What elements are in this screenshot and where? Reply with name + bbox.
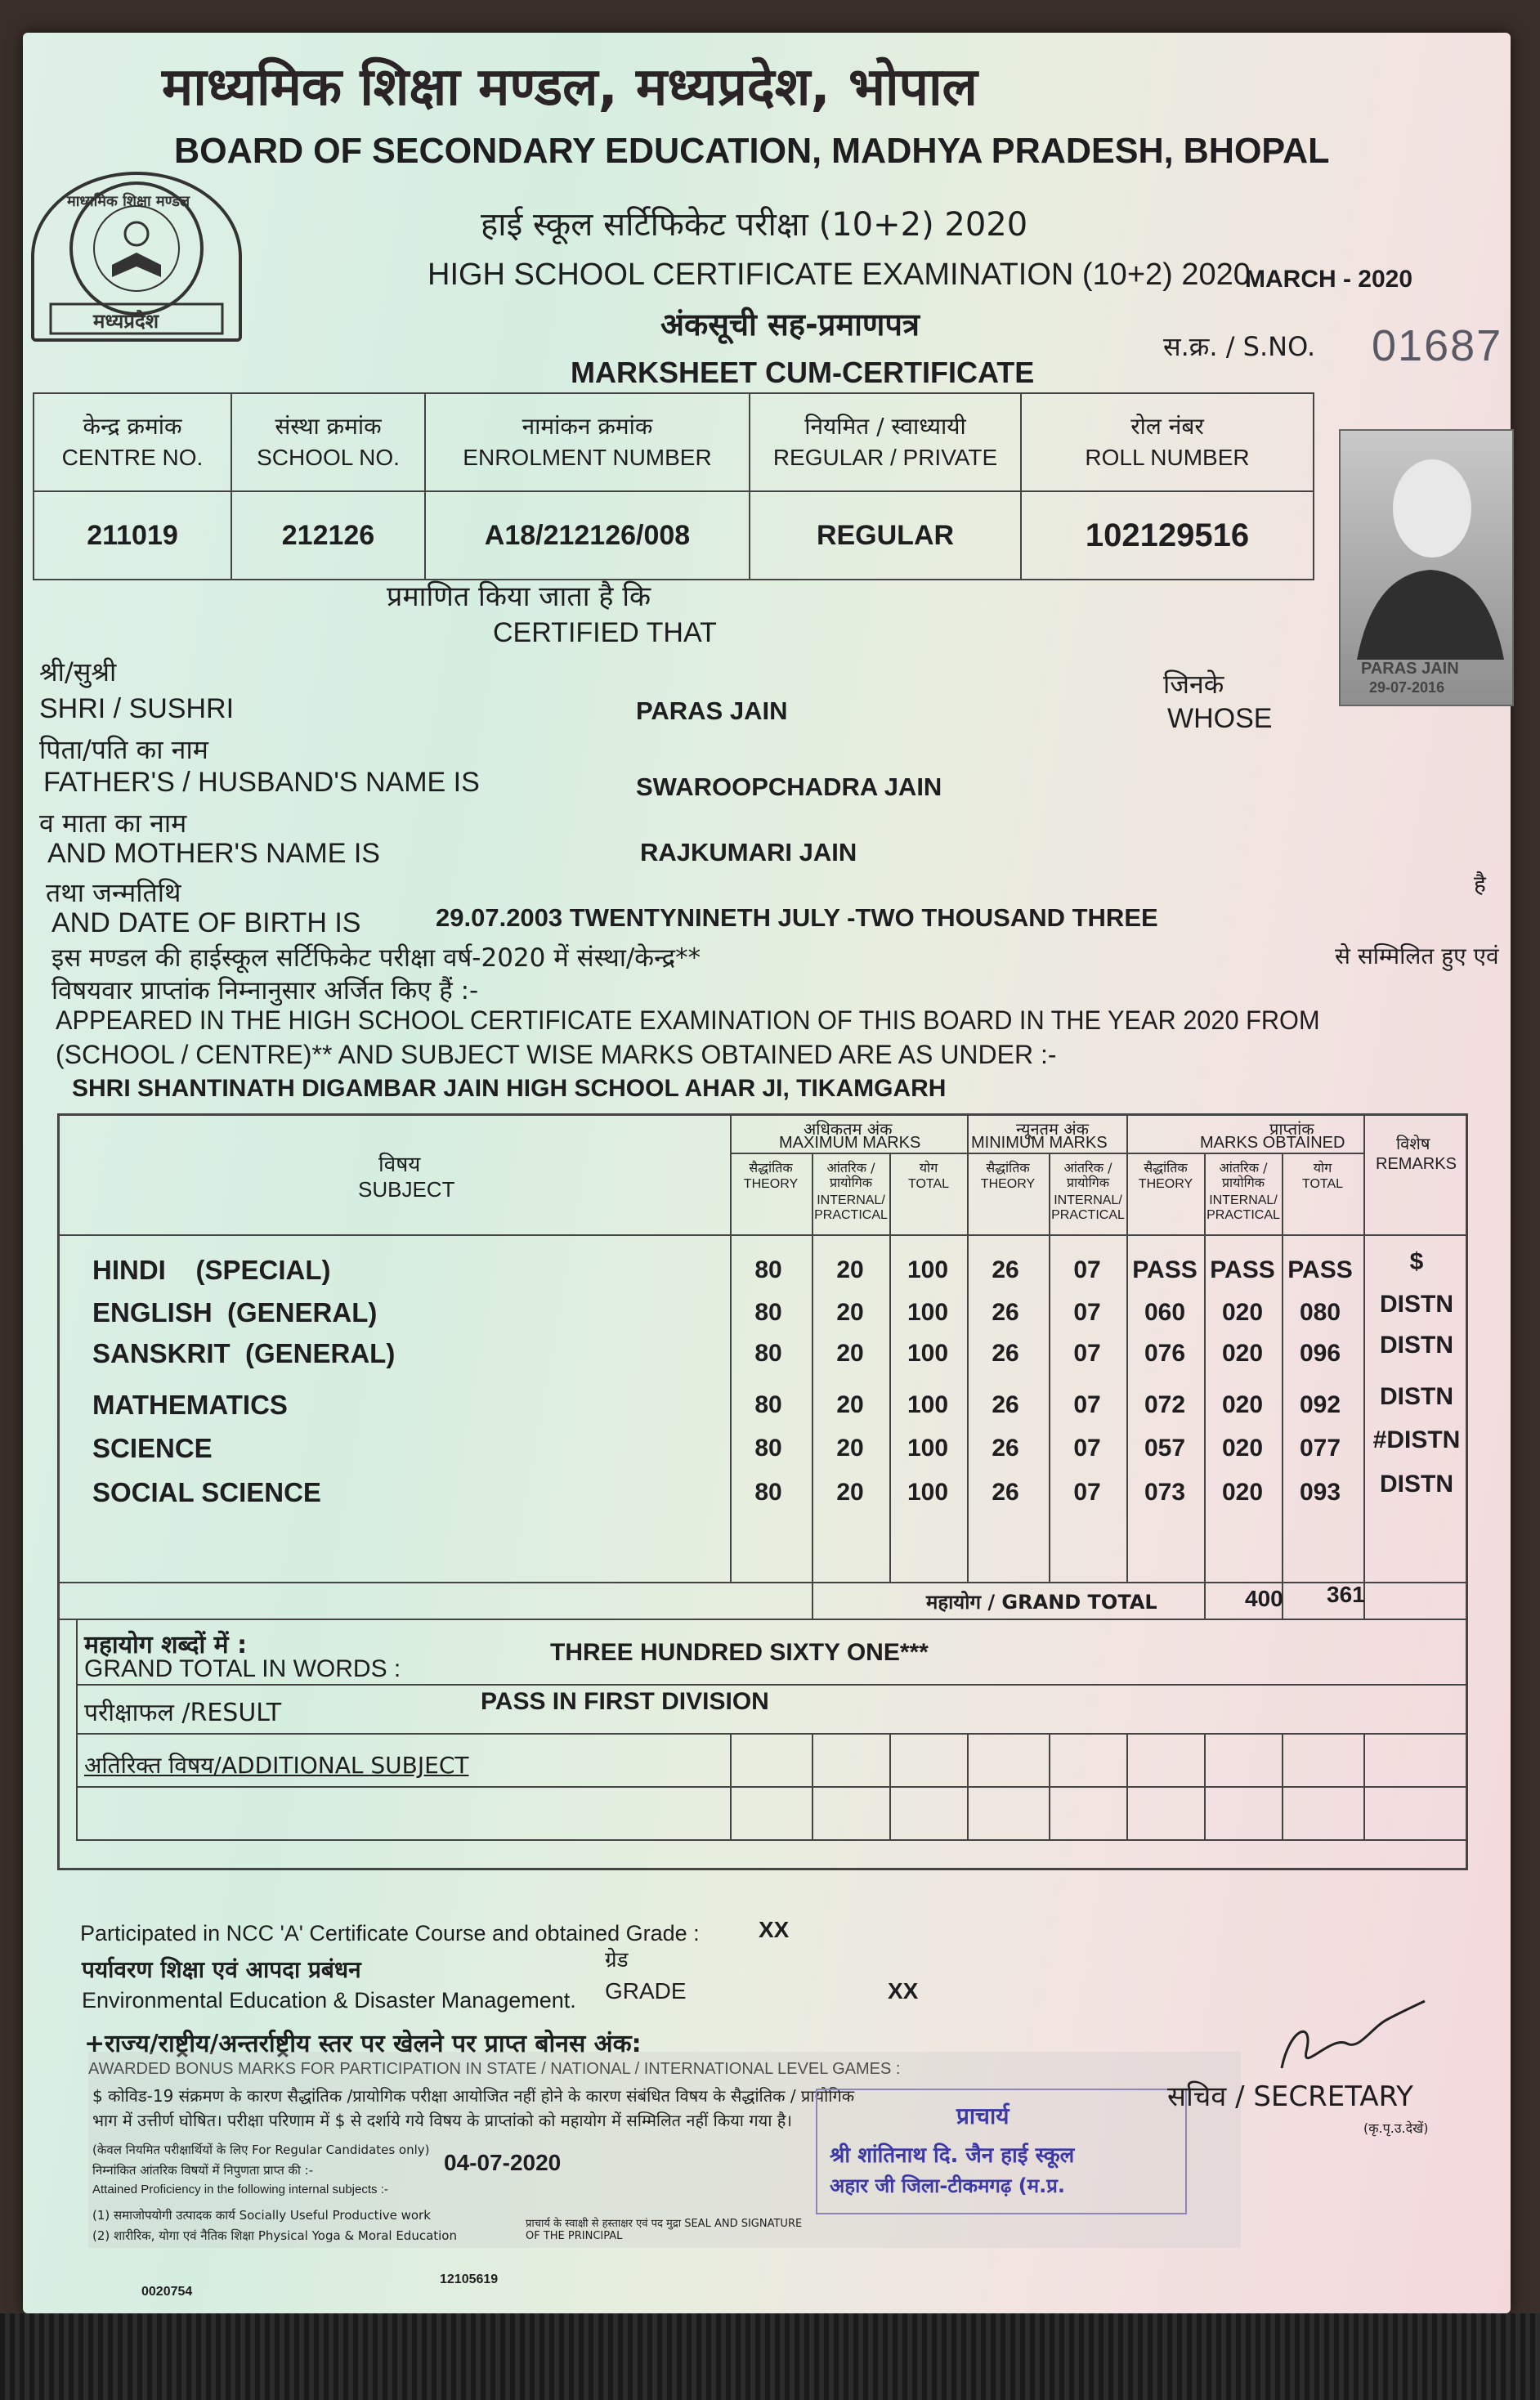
candidate-photo: [1339, 429, 1514, 706]
mark-min-i: 07: [1073, 1479, 1101, 1506]
candidate-id-table: [33, 392, 1314, 580]
mark-max-i: 20: [836, 1479, 864, 1506]
whose-hindi: जिनके: [1163, 669, 1224, 700]
remark: $: [1409, 1248, 1424, 1275]
exam-title-hindi: हाई स्कूल सर्टिफिकेट परीक्षा (10+2) 2020: [481, 206, 1028, 244]
regular-candidates-note: (केवल नियमित परीक्षार्थियों के लिए For Regular Candidates only): [92, 2143, 430, 2157]
appeared-hindi-line1b: से सम्मिलित हुए एवं: [1335, 943, 1499, 969]
ncc-label: Participated in NCC 'A' Certificate Course and obtained Grade :: [80, 1921, 700, 1946]
photo-caption-date: 29-07-2016: [1369, 679, 1445, 696]
board-seal-logo: [31, 172, 242, 342]
obt-total-hi: योग: [1313, 1160, 1332, 1175]
env-edu-hindi: पर्यावरण शिक्षा एवं आपदा प्रबंधन: [82, 1956, 361, 1983]
school-no-header-en: SCHOOL NO.: [257, 445, 400, 470]
logo-text-bottom: मध्यप्रदेश: [93, 310, 159, 333]
remark: #DISTN: [1372, 1426, 1461, 1453]
centre-no-header-en: CENTRE NO.: [61, 445, 204, 470]
result-value: PASS IN FIRST DIVISION: [481, 1688, 769, 1715]
subject-name: SOCIAL SCIENCE: [92, 1477, 321, 1507]
grand-total-obtained: 361: [1327, 1582, 1365, 1607]
mother-label-hindi: व माता का नाम: [39, 808, 187, 839]
obtained-hi: प्राप्तांक: [1269, 1119, 1314, 1139]
mark-min-t: 26: [992, 1299, 1019, 1326]
max-total-hi: योग: [919, 1160, 938, 1175]
mark-ob-tot: 080: [1299, 1299, 1341, 1326]
pto-note: (कृ.पृ.उ.देखें): [1363, 2120, 1429, 2136]
mark-ob-tot: 096: [1299, 1340, 1341, 1367]
mark-max-t: 80: [754, 1479, 782, 1506]
subject-name: HINDI (SPECIAL): [92, 1255, 331, 1285]
stamp-title: प्राचार्य: [956, 2102, 1010, 2129]
mark-ob-t: 073: [1144, 1479, 1186, 1506]
mark-min-i: 07: [1073, 1435, 1101, 1462]
enrolment-header: [425, 393, 750, 491]
grand-total-max: 400: [1245, 1586, 1283, 1611]
date-of-birth: 29.07.2003 TWENTYNINETH JULY -TWO THOUSAND THREE: [436, 903, 1158, 932]
subject-header-en: SUBJECT: [358, 1177, 455, 1202]
remark: DISTN: [1380, 1332, 1453, 1359]
marksheet-title-hindi: अंकसूची सह-प्रमाणपत्र: [660, 307, 920, 343]
subject-header-hi: विषय: [378, 1153, 421, 1177]
footer-code-left: 0020754: [141, 2285, 193, 2299]
logo-text-top: माध्यमिक शिक्षा मण्डल: [67, 193, 190, 210]
grand-total-words-label-en: GRAND TOTAL IN WORDS :: [84, 1655, 401, 1682]
footer-code-middle: 12105619: [440, 2272, 499, 2286]
mark-ob-tot: 077: [1299, 1435, 1341, 1462]
subject-name: ENGLISH (GENERAL): [92, 1297, 378, 1328]
serial-number: 01687: [1372, 321, 1503, 370]
proficiency-item-2: (2) शारीरिक, योगा एवं नैतिक शिक्षा Physical Yoga & Moral Education: [92, 2228, 457, 2243]
mark-min-i: 07: [1073, 1391, 1101, 1418]
marksheet-title-english: MARKSHEET CUM-CERTIFICATE: [571, 356, 1035, 389]
mark-max-t: 80: [754, 1391, 782, 1418]
roll-number-value: 102129516: [1021, 491, 1314, 580]
stamp-place: अहार जी जिला-टीकमगढ़ (म.प्र.: [830, 2174, 1066, 2197]
school-no-header-hi: संस्था क्रमांक: [275, 413, 382, 440]
centre-no-header-hi: केन्द्र क्रमांक: [83, 413, 182, 440]
person-photo-icon: [1341, 431, 1512, 660]
dob-label-hindi: तथा जन्मतिथि: [46, 877, 181, 908]
mark-max-tot: 100: [907, 1391, 949, 1418]
grand-total-words: THREE HUNDRED SIXTY ONE***: [550, 1639, 929, 1666]
mark-ob-t: 072: [1144, 1391, 1186, 1418]
mark-min-i: 07: [1073, 1299, 1101, 1326]
regular-private-header: [750, 393, 1021, 491]
name-label-hindi: श्री/सुश्री: [39, 656, 117, 687]
dob-label-english: AND DATE OF BIRTH IS: [51, 907, 361, 938]
mark-min-t: 26: [992, 1256, 1019, 1283]
min-theory-hi: सैद्धांतिक: [986, 1160, 1030, 1175]
appeared-hindi-line1: इस मण्डल की हाईस्कूल सर्टिफिकेट परीक्षा वर्ष-2020 में संस्था/केन्द्र**: [51, 943, 701, 973]
certified-hindi: प्रमाणित किया जाता है कि: [387, 580, 651, 613]
max-marks-en: MAXIMUM MARKS: [779, 1134, 921, 1152]
folder-zipper: [0, 2313, 1540, 2400]
regular-private-header-en: REGULAR / PRIVATE: [772, 445, 998, 470]
subject-rows: [60, 1116, 1466, 1582]
mark-min-t: 26: [992, 1479, 1019, 1506]
hai-hindi: है: [1474, 871, 1486, 898]
issue-date: 04-07-2020: [444, 2150, 562, 2175]
max-theory-hi: सैद्धांतिक: [749, 1160, 793, 1175]
mark-ob-t: 057: [1144, 1435, 1186, 1462]
mark-ob-i: 020: [1221, 1391, 1264, 1418]
principal-seal-label: प्राचार्य के स्वाक्षी से हस्ताक्षर एवं पद मुद्रा SEAL AND SIGNATURE OF THE PRINCIPAL: [526, 2218, 803, 2242]
appeared-hindi-line2: विषयवार प्राप्तांक निम्नानुसार अर्जित किए हैं :-: [51, 976, 479, 1005]
stamp-school: श्री शांतिनाथ दि. जैन हाई स्कूल: [830, 2143, 1075, 2168]
remarks-hi: विशेष: [1396, 1134, 1430, 1153]
mark-max-tot: 100: [907, 1435, 949, 1462]
mark-ob-i: PASS: [1210, 1256, 1275, 1283]
father-name: SWAROOPCHADRA JAIN: [636, 772, 942, 801]
min-internal-en: INTERNAL/ PRACTICAL: [1051, 1193, 1125, 1222]
bonus-marks-hindi: +राज्य/राष्ट्रीय/अन्तर्राष्ट्रीय स्तर पर खेलने पर प्राप्त बोनस अंक:: [84, 2030, 642, 2058]
certified-english: CERTIFIED THAT: [493, 617, 717, 648]
marksheet: [23, 33, 1511, 2313]
proficiency-item-1: (1) समाजोपयोगी उत्पादक कार्य Socially Useful Productive work: [92, 2208, 431, 2223]
max-internal-en: INTERNAL/ PRACTICAL: [814, 1193, 888, 1222]
remarks-en: REMARKS: [1376, 1155, 1457, 1173]
exam-session: MARCH - 2020: [1245, 266, 1413, 293]
board-title-english: BOARD OF SECONDARY EDUCATION, MADHYA PRADESH, BHOPAL: [174, 131, 1330, 171]
mark-max-t: 80: [754, 1299, 782, 1326]
roll-number-header-hi: रोल नंबर: [1130, 413, 1204, 440]
name-label-english: SHRI / SUSHRI: [39, 693, 235, 724]
mother-label-english: AND MOTHER'S NAME IS: [47, 838, 380, 869]
regular-private-value: REGULAR: [750, 491, 1021, 580]
mark-max-t: 80: [754, 1435, 782, 1462]
mark-min-t: 26: [992, 1435, 1019, 1462]
min-internal-hi: आंतरिक / प्रायोगिक: [1063, 1160, 1112, 1190]
serial-number-label: स.क्र. / S.NO.: [1163, 331, 1316, 362]
covid-note-line1: $ कोविड-19 संक्रमण के कारण सैद्धांतिक /प्रायोगिक परीक्षा आयोजित नहीं होने के कारण संबंधित विषय के सैद्धांतिक / प्रायोगिक: [92, 2086, 855, 2106]
centre-no-value: 211019: [34, 491, 231, 580]
enrolment-header-hi: नामांकन क्रमांक: [522, 413, 653, 440]
mark-max-i: 20: [836, 1435, 864, 1462]
mark-max-i: 20: [836, 1299, 864, 1326]
photo-caption-name: PARAS JAIN: [1361, 660, 1459, 678]
candidate-name: PARAS JAIN: [636, 696, 788, 725]
mother-name: RAJKUMARI JAIN: [640, 838, 857, 866]
result-label: परीक्षाफल /RESULT: [84, 1699, 282, 1727]
school-name: SHRI SHANTINATH DIGAMBAR JAIN HIGH SCHOOL AHAR JI, TIKAMGARH: [72, 1075, 947, 1102]
mark-max-tot: 100: [907, 1256, 949, 1283]
max-internal-hi: आंतरिक / प्रायोगिक: [826, 1160, 875, 1190]
bonus-marks-english: AWARDED BONUS MARKS FOR PARTICIPATION IN STATE / NATIONAL / INTERNATIONAL LEVEL GAMES :: [88, 2060, 901, 2078]
appeared-english-line2: (SCHOOL / CENTRE)** AND SUBJECT WISE MARKS OBTAINED ARE AS UNDER :-: [56, 1040, 1057, 1069]
exam-title-english: HIGH SCHOOL CERTIFICATE EXAMINATION (10+2) 2020: [428, 257, 1251, 292]
obtained-en: MARKS OBTAINED: [1200, 1134, 1345, 1152]
enrolment-value: A18/212126/008: [425, 491, 750, 580]
mark-min-i: 07: [1073, 1256, 1101, 1283]
obt-total-en: TOTAL: [1301, 1177, 1344, 1191]
mark-ob-t: 076: [1144, 1340, 1186, 1367]
mark-ob-t: 060: [1144, 1299, 1186, 1326]
roll-number-header-en: ROLL NUMBER: [1085, 445, 1250, 470]
mark-ob-i: 020: [1221, 1479, 1264, 1506]
mark-max-tot: 100: [907, 1340, 949, 1367]
min-marks-hi: न्यूनतम अंक: [1016, 1119, 1089, 1139]
grade-english: GRADE: [605, 1978, 687, 2004]
mark-ob-tot: PASS: [1287, 1256, 1353, 1283]
school-no-value: 212126: [231, 491, 425, 580]
whose-english: WHOSE: [1167, 703, 1273, 734]
father-label-hindi: पिता/पति का नाम: [39, 734, 208, 765]
ncc-grade: XX: [759, 1917, 790, 1942]
mark-max-t: 80: [754, 1340, 782, 1367]
centre-no-header: [34, 393, 231, 491]
father-label-english: FATHER'S / HUSBAND'S NAME IS: [43, 767, 480, 798]
grand-total-label: महायोग / GRAND TOTAL: [926, 1591, 1157, 1614]
mark-max-tot: 100: [907, 1479, 949, 1506]
mark-ob-tot: 092: [1299, 1391, 1341, 1418]
mark-max-tot: 100: [907, 1299, 949, 1326]
obt-theory-hi: सैद्धांतिक: [1144, 1160, 1188, 1175]
mark-max-i: 20: [836, 1391, 864, 1418]
env-grade-value: XX: [888, 1978, 919, 2004]
mark-ob-i: 020: [1221, 1340, 1264, 1367]
max-marks-hi: अधिकतम अंक: [804, 1119, 893, 1139]
mark-ob-t: PASS: [1132, 1256, 1198, 1283]
env-edu-english: Environmental Education & Disaster Management.: [82, 1988, 576, 2013]
mark-max-i: 20: [836, 1256, 864, 1283]
obt-theory-en: THEORY: [1138, 1177, 1193, 1191]
max-total-en: TOTAL: [907, 1177, 950, 1191]
covid-note-line2: भाग में उत्तीर्ण घोषित। परीक्षा परिणाम में $ से दर्शाये गये विषय के प्राप्तांको को महायोग में सम्मिलित नहीं किया गया है।: [92, 2111, 792, 2130]
regular-private-header-hi: नियमित / स्वाध्यायी: [804, 413, 966, 440]
secretary-label: सचिव / SECRETARY: [1167, 2080, 1413, 2113]
mark-max-i: 20: [836, 1340, 864, 1367]
max-theory-en: THEORY: [743, 1177, 799, 1191]
attained-english: Attained Proficiency in the following internal subjects :-: [92, 2183, 388, 2196]
obt-internal-hi: आंतरिक / प्रायोगिक: [1219, 1160, 1268, 1190]
obt-internal-en: INTERNAL/ PRACTICAL: [1206, 1193, 1280, 1222]
principal-stamp: [816, 2089, 1187, 2214]
remark: DISTN: [1380, 1471, 1453, 1498]
secretary-signature-icon: [1265, 1995, 1429, 2084]
mark-ob-i: 020: [1221, 1299, 1264, 1326]
marks-table: [57, 1113, 1468, 1870]
board-title-hindi: माध्यमिक शिक्षा मण्डल, मध्यप्रदेश, भोपाल: [162, 57, 978, 118]
remark: DISTN: [1380, 1383, 1453, 1410]
school-no-header: [231, 393, 425, 491]
subject-name: MATHEMATICS: [92, 1390, 288, 1420]
enrolment-header-en: ENROLMENT NUMBER: [463, 445, 712, 470]
appeared-english-line1: APPEARED IN THE HIGH SCHOOL CERTIFICATE EXAMINATION OF THIS BOARD IN THE YEAR 2020 FROM: [56, 1005, 1320, 1035]
min-marks-en: MINIMUM MARKS: [971, 1134, 1108, 1152]
attained-hindi: निम्नांकित आंतरिक विषयों में निपुणता प्राप्त की :-: [92, 2163, 314, 2178]
additional-subject-label: अतिरिक्त विषय/ADDITIONAL SUBJECT: [84, 1752, 469, 1779]
mark-ob-tot: 093: [1299, 1479, 1341, 1506]
mark-min-t: 26: [992, 1340, 1019, 1367]
mark-min-t: 26: [992, 1391, 1019, 1418]
mark-ob-i: 020: [1221, 1435, 1264, 1462]
roll-number-header: [1021, 393, 1314, 491]
grade-hindi: ग्रेड: [605, 1948, 629, 1972]
mark-min-i: 07: [1073, 1340, 1101, 1367]
min-theory-en: THEORY: [980, 1177, 1036, 1191]
mark-max-t: 80: [754, 1256, 782, 1283]
remark: DISTN: [1380, 1291, 1453, 1318]
subject-name: SCIENCE: [92, 1433, 213, 1463]
grand-total-words-label-hi: महायोग शब्दों में :: [84, 1631, 248, 1659]
subject-name: SANSKRIT (GENERAL): [92, 1338, 396, 1368]
